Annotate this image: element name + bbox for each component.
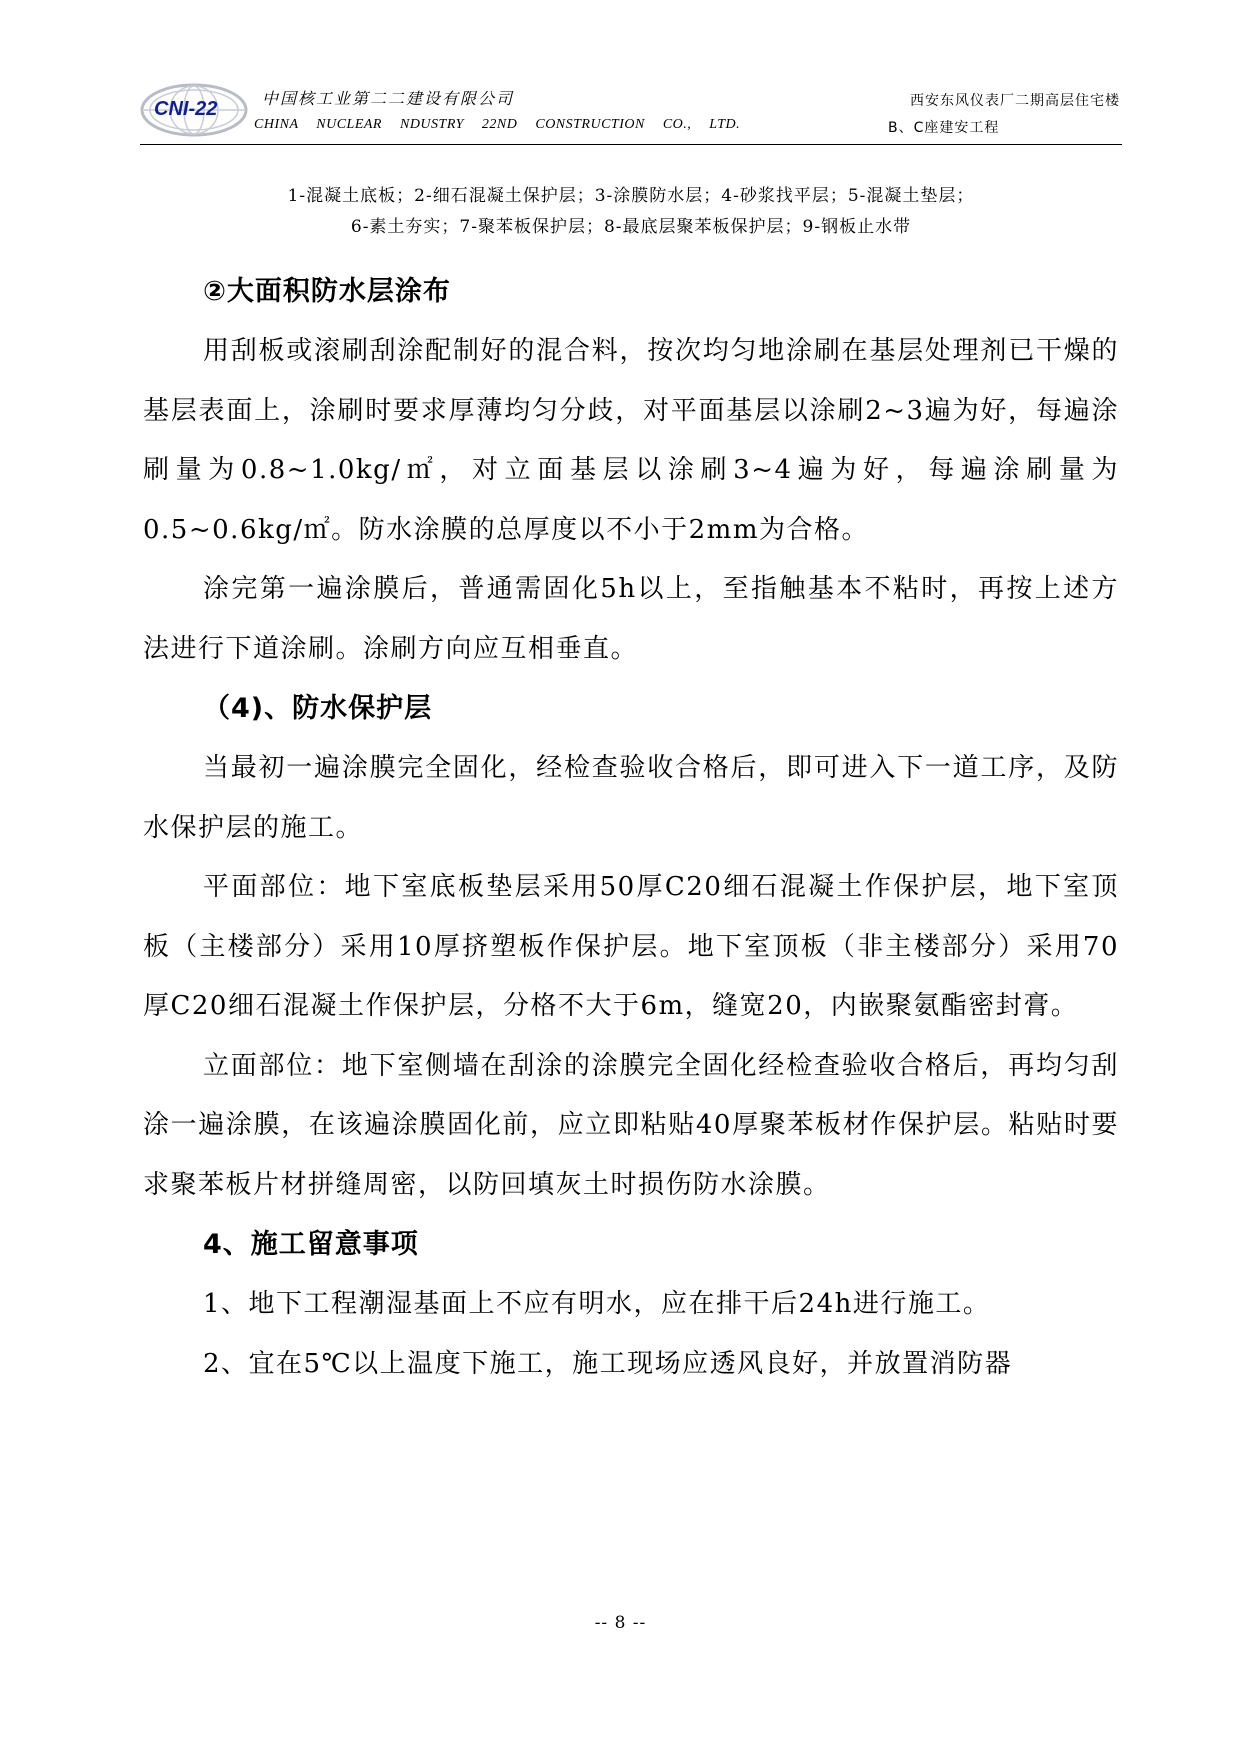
- paragraph: 用刮板或滚刷刮涂配制好的混合料，按次均匀地涂刷在基层处理剂已干燥的基层表面上，涂刷时要求厚薄均匀分歧，对平面基层以涂刷2~3遍为好，每遍涂刷量为0.8~1.0kg/㎡，对立面基层以涂刷3~4遍为好，每遍涂刷量为0.5~0.6kg/㎡。防水涂膜的总厚度以不小于2mm为合格。: [143, 336, 1119, 545]
- project-subtitle: B、C座建安工程: [888, 120, 1000, 136]
- paragraph: 平面部位：地下室底板垫层采用50厚C20细石混凝土作保护层，地下室顶板（主楼部分）采用10厚挤塑板作保护层。地下室顶板（非主楼部分）采用70厚C20细石混凝土作保护层，分格不大于6m，缝宽20，内嵌聚氨酯密封膏。: [143, 872, 1119, 1021]
- company-name-en: CHINA NUCLEAR NDUSTRY 22ND CONSTRUCTION CO., LTD.: [254, 117, 741, 132]
- paragraph: 涂完第一遍涂膜后，普通需固化5h以上，至指触基本不粘时，再按上述方法进行下道涂刷。涂刷方向应互相垂直。: [143, 574, 1119, 664]
- section-heading: 4、施工留意事项: [203, 1229, 419, 1260]
- logo-text: CNI-22: [154, 98, 218, 120]
- section-heading: ②大面积防水层涂布: [203, 276, 451, 307]
- project-title: 西安东风仪表厂二期高层住宅楼: [910, 93, 1120, 109]
- header-divider: [140, 144, 1122, 145]
- page-header: [140, 82, 1120, 144]
- page-number: -- 8 --: [594, 1613, 647, 1633]
- figure-caption-line-1: 1-混凝土底板；2-细石混凝土保护层；3-涂膜防水层；4-砂浆找平层；5-混凝土垫层；: [287, 186, 975, 206]
- paragraph: 当最初一遍涂膜完全固化，经检查验收合格后，即可进入下一道工序，及防水保护层的施工。: [143, 753, 1119, 843]
- document-body: [143, 262, 1119, 1394]
- company-name-cn: 中国核工业第二二建设有限公司: [262, 89, 515, 108]
- paragraph: 立面部位：地下室侧墙在刮涂的涂膜完全固化经检查验收合格后，再均匀刮涂一遍涂膜，在该遍涂膜固化前，应立即粘贴40厚聚苯板材作保护层。粘贴时要求聚苯板片材拼缝周密，以防回填灰土时损伤防水涂膜。: [143, 1050, 1119, 1200]
- figure-caption-line-2: 6-素土夯实；7-聚苯板保护层；8-最底层聚苯板保护层；9-钢板止水带: [350, 217, 912, 237]
- list-item: 1、地下工程潮湿基面上不应有明水，应在排干后24h进行施工。: [203, 1289, 991, 1319]
- section-heading: （4)、防水保护层: [203, 693, 433, 724]
- list-item: 2、宜在5℃以上温度下施工，施工现场应透风良好，并放置消防器: [203, 1348, 1013, 1379]
